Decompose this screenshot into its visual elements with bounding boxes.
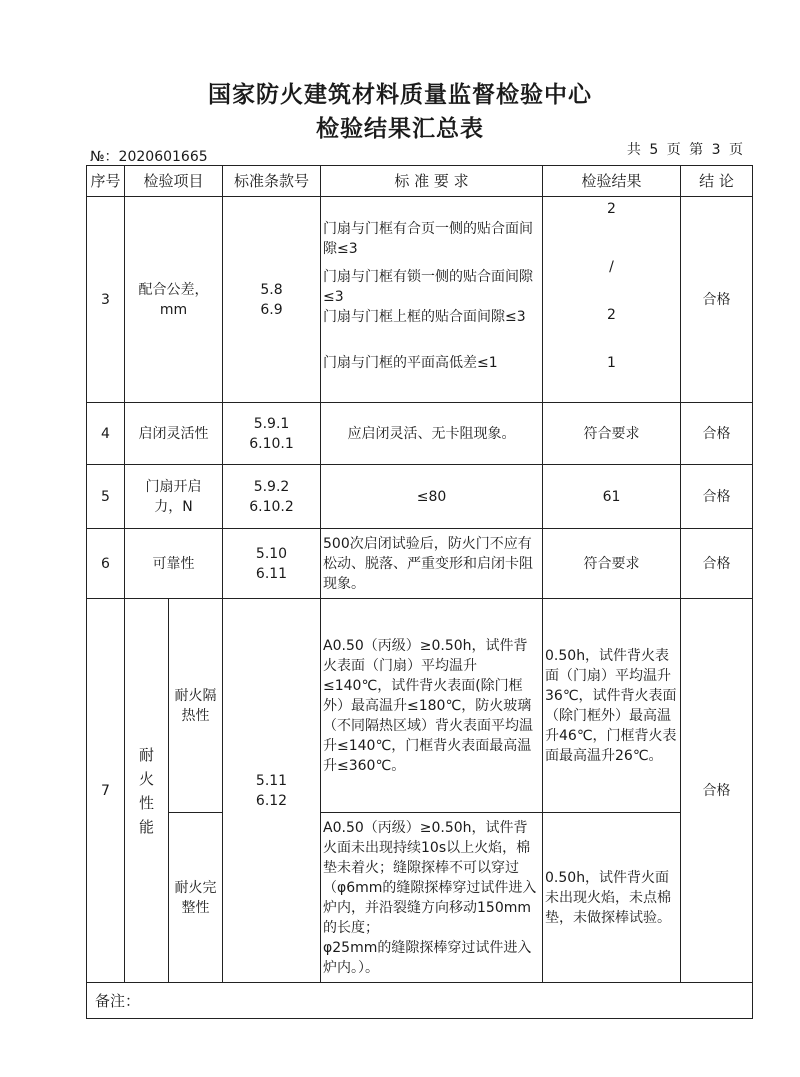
col-header-clause: 标准条款号 bbox=[223, 166, 321, 197]
row-result: 0.50h，试件背火面未出现火焰，未点棉垫，未做探棒试验。 bbox=[543, 813, 681, 983]
row-requirement: ≤80 bbox=[321, 465, 543, 529]
row-clause: 5.9.1 6.10.1 bbox=[223, 403, 321, 465]
row-result: 符合要求 bbox=[543, 529, 681, 599]
row-conclusion: 合格 bbox=[681, 529, 753, 599]
col-header-conclusion: 结 论 bbox=[681, 166, 753, 197]
row-item: 启闭灵活性 bbox=[125, 403, 223, 465]
row-conclusion: 合格 bbox=[681, 599, 753, 983]
document-number: №：2020601665 bbox=[90, 149, 208, 165]
row-clause: 5.9.2 6.10.2 bbox=[223, 465, 321, 529]
row-item: 门扇开启力，N bbox=[125, 465, 223, 529]
table-row bbox=[87, 403, 753, 465]
results-table bbox=[86, 165, 753, 1019]
row-seq: 3 bbox=[87, 197, 125, 403]
row-conclusion: 合格 bbox=[681, 465, 753, 529]
row-requirement: 门扇与门框有合页一侧的贴合面间隙≤3 门扇与门框有锁一侧的贴合面间隙≤3 门扇与门框上框的贴合面间隙≤3 门扇与门框的平面高低差≤1 bbox=[321, 197, 543, 403]
row-requirement: A0.50（丙级）≥0.50h，试件背火表面（门扇）平均温升≤140℃，试件背火表面(除门框外）最高温升≤180℃，防火玻璃（不同隔热区域）背火表面平均温升≤140℃，门框背火表面最高温升≤360℃。 bbox=[321, 599, 543, 813]
col-header-requirement: 标 准 要 求 bbox=[321, 166, 543, 197]
row-conclusion: 合格 bbox=[681, 197, 753, 403]
row-subitem: 耐火完整性 bbox=[169, 813, 223, 983]
row-clause: 5.8 6.9 bbox=[223, 197, 321, 403]
col-header-item: 检验项目 bbox=[125, 166, 223, 197]
table-row bbox=[87, 813, 753, 983]
row-requirement: 应启闭灵活、无卡阻现象。 bbox=[321, 403, 543, 465]
row-item: 耐火性能 bbox=[125, 599, 169, 983]
document-title: 国家防火建筑材料质量监督检验中心 bbox=[208, 82, 592, 108]
table-row bbox=[87, 465, 753, 529]
col-header-result: 检验结果 bbox=[543, 166, 681, 197]
row-result: 61 bbox=[543, 465, 681, 529]
col-header-seq: 序号 bbox=[87, 166, 125, 197]
table-row bbox=[87, 197, 753, 403]
row-requirement: 500次启闭试验后，防火门不应有松动、脱落、严重变形和启闭卡阻现象。 bbox=[321, 529, 543, 599]
row-seq: 5 bbox=[87, 465, 125, 529]
table-row bbox=[87, 599, 753, 813]
row-seq: 4 bbox=[87, 403, 125, 465]
row-clause: 5.10 6.11 bbox=[223, 529, 321, 599]
row-result: 符合要求 bbox=[543, 403, 681, 465]
row-seq: 6 bbox=[87, 529, 125, 599]
remarks-label: 备注： bbox=[87, 983, 753, 1019]
row-item: 配合公差，mm bbox=[125, 197, 223, 403]
table-header-row bbox=[87, 166, 753, 197]
page-info: 共 5 页 第 3 页 bbox=[626, 142, 745, 158]
table-row bbox=[87, 529, 753, 599]
remarks-row bbox=[87, 983, 753, 1019]
row-seq: 7 bbox=[87, 599, 125, 983]
row-requirement: A0.50（丙级）≥0.50h，试件背火面未出现持续10s以上火焰，棉垫未着火；缝隙探棒不可以穿过（φ6mm的缝隙探棒穿过试件进入炉内，并沿裂缝方向移动150mm的长度； φ25mm的缝隙探棒穿过试件进入炉内。）。 bbox=[321, 813, 543, 983]
row-result: 0.50h，试件背火表面（门扇）平均温升36℃，试件背火表面（除门框外）最高温升46℃，门框背火表面最高温升26℃。 bbox=[543, 599, 681, 813]
row-clause: 5.11 6.12 bbox=[223, 599, 321, 983]
document-subtitle: 检验结果汇总表 bbox=[316, 116, 484, 142]
row-item: 可靠性 bbox=[125, 529, 223, 599]
row-conclusion: 合格 bbox=[681, 403, 753, 465]
row-subitem: 耐火隔热性 bbox=[169, 599, 223, 813]
row-result: 2 / 2 1 bbox=[543, 197, 681, 403]
